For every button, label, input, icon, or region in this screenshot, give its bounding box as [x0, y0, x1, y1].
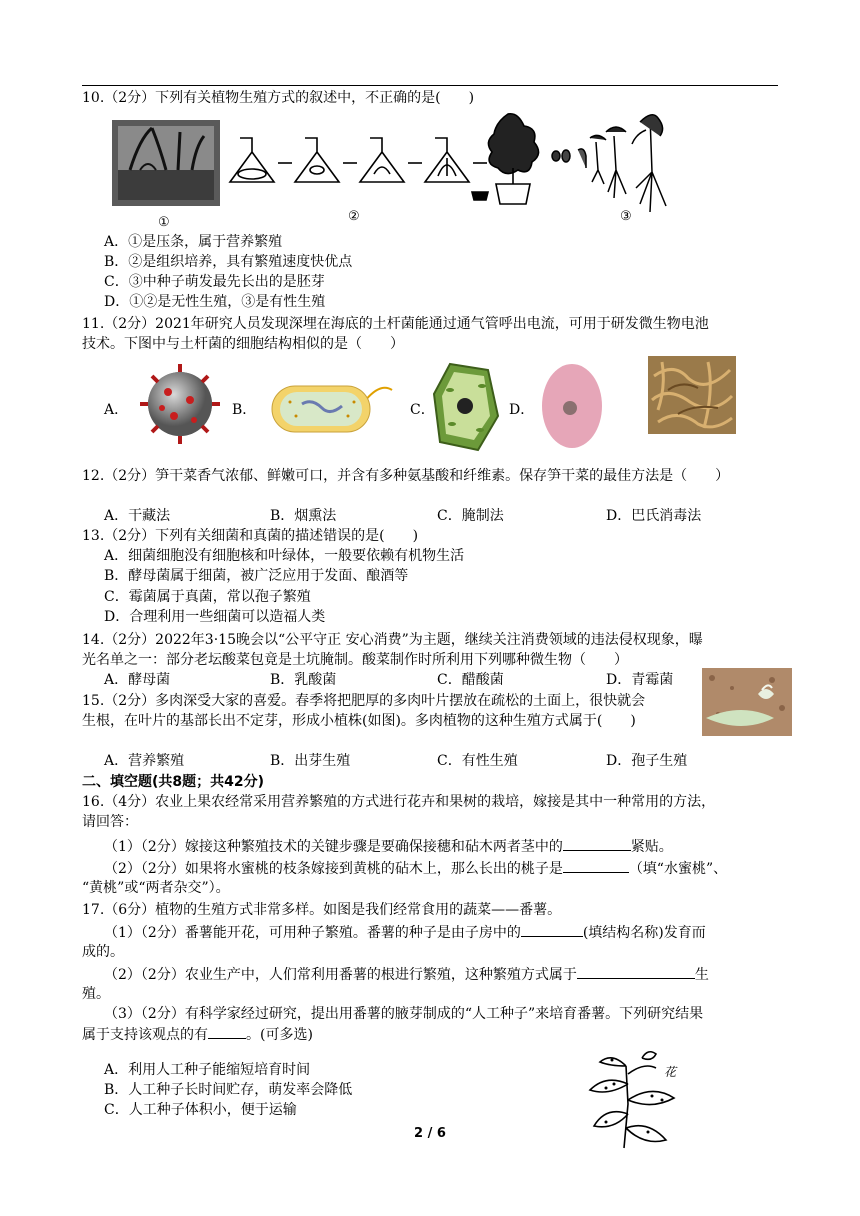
animal-cell-image [538, 360, 606, 452]
header-rule [82, 85, 778, 86]
q17-sub2-text: （2）（2分）农业生产中，人们常利用番薯的根进行繁殖，这种繁殖方式属于 [104, 967, 577, 983]
bacterium-image [268, 372, 400, 444]
q16-stem-line1: 16.（4分）农业上果农经常采用营养繁殖的方式进行花卉和果树的栽培，嫁接是其中一种常用的方法， [82, 794, 716, 810]
fig-label-3: ③ [620, 209, 632, 224]
answer-blank[interactable] [563, 836, 631, 851]
q16-sub2-tail: （填“水蜜桃”、 [628, 861, 728, 877]
q10-option-d: D．①②是无性生殖，③是有性生殖 [104, 294, 326, 310]
q17-option-a: A．利用人工种子能缩短培育时间 [104, 1062, 311, 1078]
answer-blank[interactable] [521, 922, 583, 937]
q15-option-b: B．出芽生殖 [270, 753, 351, 769]
q11-option-a-label: A． [104, 402, 129, 418]
tissue-culture-illustration [230, 114, 539, 204]
q12-option-d: D．巴氏消毒法 [606, 508, 702, 524]
answer-blank[interactable] [563, 858, 629, 873]
q15-stem-line1: 15.（2分）多肉深受大家的喜爱。春季将把肥厚的多肉叶片摆放在疏松的土面上，很快就会 [82, 693, 646, 709]
q17-sub1-line2: 成的。 [82, 944, 124, 960]
q16-sub1-text: （1）（2分）嫁接这种繁殖技术的关键步骤是要确保接穗和砧木两者茎中的 [104, 839, 563, 855]
page-number: 2 / 6 [414, 1126, 446, 1141]
virus-image [132, 356, 228, 452]
q11-stem-line2: 技术。下图中与土杆菌的细胞结构相似的是（ ） [82, 336, 404, 352]
q15-stem-line2: 生根，在叶片的基部长出不定芽，形成小植株(如图)。多肉植物的这种生殖方式属于( ) [82, 713, 636, 729]
fungus-image [648, 356, 736, 434]
q14-option-d: D．青霉菌 [606, 672, 674, 688]
q15-option-d: D．孢子生殖 [606, 753, 688, 769]
q17-stem: 17.（6分）植物的生殖方式非常多样。如图是我们经常食用的蔬菜——番薯。 [82, 902, 562, 918]
q17-sub2-tail: 生 [694, 967, 709, 983]
q10-figure [100, 108, 700, 232]
q16-sub2 [104, 858, 727, 879]
q14-stem-line2: 光名单之一：部分老坛酸菜包竟是土坑腌制。酸菜制作时所利用下列哪种微生物（ ） [82, 652, 628, 668]
q17-sub3 [82, 1024, 313, 1045]
fig-label-2: ② [348, 209, 360, 224]
q12-stem: 12.（2分）笋干菜香气浓郁、鲜嫩可口，并含有多种氨基酸和纤维素。保存笋干菜的最佳方法是（ ） [82, 468, 730, 484]
q10-stem: 10.（2分）下列有关植物生殖方式的叙述中，不正确的是( ) [82, 90, 475, 106]
succulent-photo [702, 668, 792, 736]
q16-sub2-line2: “黄桃”或“两者杂交”）。 [82, 880, 230, 896]
q16-sub2-text: （2）（2分）如果将水蜜桃的枝条嫁接到黄桃的砧木上，那么长出的桃子是 [104, 861, 563, 877]
answer-blank[interactable] [577, 964, 695, 979]
q11-option-b-label: B． [232, 402, 257, 418]
q10-option-c: C．③中种子萌发最先长出的是胚芽 [104, 274, 325, 290]
q17-sub2-line2: 殖。 [82, 986, 110, 1002]
section-heading: 二、填空题(共8题；共42分) [82, 774, 265, 790]
q14-stem-line1: 14.（2分）2022年3·15晚会以“公平守正 安心消费”为主题，继续关注消费领域的违法侵权现象，曝 [82, 632, 703, 648]
q10-option-a: A．①是压条，属于营养繁殖 [104, 234, 283, 250]
q13-option-c: C．霉菌属于真菌，常以孢子繁殖 [104, 589, 311, 605]
flower-label: 花 [664, 1065, 677, 1079]
q17-sub3-line1: （3）（2分）有科学家经过研究，提出用番薯的腋芽制成的“人工种子”来培育番薯。下列研究结果 [104, 1006, 704, 1022]
q17-sub1-tail: (填结构名称)发育而 [582, 925, 706, 941]
q13-stem: 13.（2分）下列有关细菌和真菌的描述错误的是( ) [82, 528, 419, 544]
q12-option-c: C．腌制法 [437, 508, 504, 524]
q12-option-b: B．烟熏法 [270, 508, 337, 524]
q12-option-a: A．干藏法 [104, 508, 171, 524]
q16-stem-line2: 请回答： [82, 814, 138, 830]
q17-option-c: C．人工种子体积小，便于运输 [104, 1102, 297, 1118]
q17-sub1-text: （1）（2分）番薯能开花，可用种子繁殖。番薯的种子是由子房中的 [104, 925, 521, 941]
layering-illustration [112, 120, 220, 206]
q11-option-c-label: C． [410, 402, 435, 418]
q16-sub1 [104, 836, 673, 857]
q17-option-b: B．人工种子长时间贮存，萌发率会降低 [104, 1082, 353, 1098]
q17-sub1 [104, 922, 706, 943]
q15-option-c: C．有性生殖 [437, 753, 518, 769]
q16-sub1-tail: 紧贴。 [630, 839, 673, 855]
q17-sub3-tail: 。(可多选) [246, 1027, 313, 1043]
q11-option-d-label: D． [509, 402, 535, 418]
q14-option-b: B．乳酸菌 [270, 672, 337, 688]
q14-option-c: C．醋酸菌 [437, 672, 504, 688]
q17-sub2 [104, 964, 709, 985]
q10-option-b: B．②是组织培养，具有繁殖速度快优点 [104, 254, 353, 270]
q14-option-a: A．酵母菌 [104, 672, 171, 688]
q13-option-d: D．合理利用一些细菌可以造福人类 [104, 609, 326, 625]
answer-blank[interactable] [208, 1024, 246, 1039]
plant-cell-image [432, 360, 502, 454]
q11-stem-line1: 11.（2分）2021年研究人员发现深埋在海底的土杆菌能通过通气管呼出电流，可用于研发微生物电池 [82, 316, 709, 332]
q15-option-a: A．营养繁殖 [104, 753, 185, 769]
q17-sub3-text: 属于支持该观点的有 [82, 1027, 208, 1043]
q13-option-b: B．酵母菌属于细菌，被广泛应用于发面、酿酒等 [104, 568, 409, 584]
fig-label-1: ① [158, 215, 170, 230]
q13-option-a: A．细菌细胞没有细胞核和叶绿体，一般要依赖有机物生活 [104, 548, 465, 564]
seed-germination-illustration [552, 115, 666, 212]
